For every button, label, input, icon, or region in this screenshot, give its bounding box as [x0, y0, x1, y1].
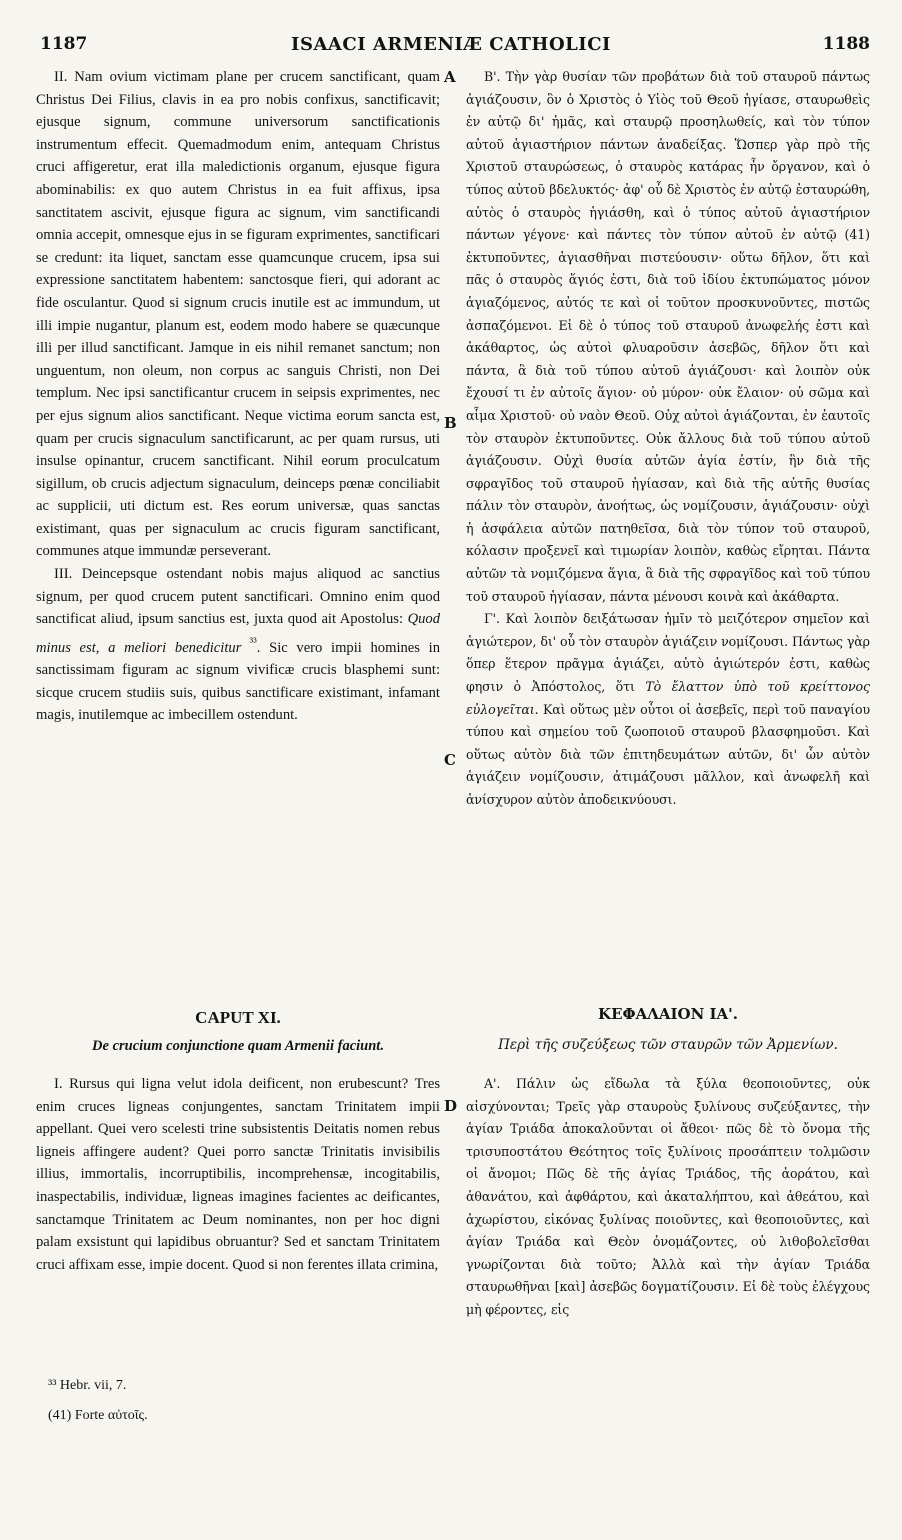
latin-paragraph-2: II. Nam ovium victimam plane per crucem sanctificant, quam Christus Dei Filius, clavis in ea pro nobis confixus, sanctificavit; ejusque signum, commune universorum sanctificationis instrumentum effecit. Quemadmodum enim, antequam Christus cruci affigeretur, erat illa maledictionis organum, ejusque figura abominabilis: ex quo autem Christus in ea fuit affixus, ipsa sanctitatem ascivit, ejusque figura ac signum, vim sanctificandi omnia accepit, omnesque ejus in se figuram exprimentes, sanctificari se credunt: ita liquet, sanctam esse quamcunque crucem, ipsa sui expressione sanctitatem habentem: sanctosque fieri, qui adorant ac fide osculantur. Quod si signum crucis inutile est ac immundum, ut illi impie nugantur, planum est, eodem modo habere se quæcunque illi per illud sanctificant. Jamque in eis nihil remanet sanctum; non unguentum, non oleum, non corpus ac sanguis Christi, non Dei templum. Nec ipsi sanctificantur crucem in seipsis exprimentes, nec per ejus signum alios sanctificant. Neque victima eorum sancta est, quam per crucis signaculum sanctificarunt, ac per quam rursus, uti insulse opinantur, crucem sanctificant. Nihil eorum proculcatum sigillum, ob crucis adjectum signaculum, deinceps pœnæ conciliabit ac supplicii, uti dictum est. Res eorum universæ, quas sanctas existimant, quas per signaculum ac crucis figuram sanctificant, communes atque immundæ perseverant. [36, 69, 440, 560]
greek-quote: Τὸ ἔλαττον ὑπὸ τοῦ κρείττονος εὐλογεῖται [466, 679, 870, 717]
footnote-ref: ³³ [241, 634, 257, 649]
greek-column [466, 66, 870, 812]
page-number-right: 1188 [822, 34, 870, 54]
kefalaion-heading: ΚΕΦΑΛΑΙΟΝ ΙΑ'. [598, 1005, 738, 1023]
margin-letter-c: C [444, 751, 456, 769]
kefalaion-subtitle: Περὶ τῆς συζεύξεως τῶν σταυρῶν τῶν Ἀρμενίων. [498, 1037, 838, 1053]
latin-column [36, 66, 440, 727]
margin-letter-d: D [444, 1097, 458, 1115]
greek-paragraph-2: Β'. Τὴν γὰρ θυσίαν τῶν προβάτων διὰ τοῦ σταυροῦ πάντως ἁγιάζουσιν, ὃν ὁ Χριστὸς ὁ Υἱὸς τοῦ Θεοῦ ἡγίασε, σταυρωθεὶς ἐν αὐτῷ δι' ἡμᾶς, καὶ σταυρῷ προσηλωθείς, καὶ τὸν τύπον αὐτοῦ ἁγιαστήριον πάντων ἀναδείξας. Ὥσπερ γὰρ πρὸ τῆς Χριστοῦ σταυρώσεως, ὁ σταυρὸς κατάρας ἦν ὄργανον, καὶ ὁ τύπος αὐτοῦ βδελυκτός· ἀφ' οὗ δὲ Χριστὸς ἐν αὐτῷ ἐσταυρώθη, αὐτὸς ὁ σταυρὸς ἡγιάσθη, καὶ ὁ τύπος αὐτοῦ ἁγιαστήριον πάντων γέγονε· καὶ πάντες τὸν τύπον αὐτοῦ ἐν αὐτῷ (41) ἐκτυποῦντες, ἁγιασθῆναι πιστεύουσιν· οὕτω δῆλον, ὅτι καὶ πᾶς ὁ σταυρὸς ἅγιός ἐστι, διὰ τοῦ ἰδίου ἐκτυπώματος μόνον ἁγιαζόμενος, αὐτός τε καὶ οἱ τοῦτον προσκυνοῦντες, πιστῶς ἀσπαζόμενοι. Εἰ δὲ ὁ τύπος τοῦ σταυροῦ ἀνωφελής ἐστι καὶ ἀκάθαρτος, ὡς αὐτοὶ φλυαροῦσιν ἀσεβῶς, δῆλον ὅτι καὶ πάντα, ἃ διὰ τοῦ τύπου αὐτοῦ ἁγιάζουσι· καὶ λοιπὸν οὐκ ἔχουσί τι ἐν αὐτοῖς ἅγιον· οὐ μύρον· οὐκ ἔλαιον· οὐ σῶμα καὶ αἷμα Χριστοῦ· οὐ ναὸν Θεοῦ. Οὐχ αὐτοὶ ἁγιάζονται, ἐν ἑαυτοῖς τὸν σταυρὸν ἐκτυποῦντες. Οὐκ ἄλλους διὰ τοῦ τύπου αὐτοῦ ἁγιάζουσιν. Οὐχὶ θυσία αὐτῶν ἁγία ἐστίν, ἣν διὰ τῆς σφραγῖδος τοῦ σταυροῦ ἡγίασαν, καὶ διὰ τῆς αὐτῆς θυσίας πάλιν τὸν σταυρὸν, ἀνοήτως, ὡς νομίζουσιν, ἁγιάζουσιν· οὐχὶ ἡ ἀσφάλεια αὐτῶν πατηθεῖσα, διὰ τὸν τύπον τοῦ σταυροῦ, κόλασιν προξενεῖ καὶ τιμωρίαν λοιπὸν, καθὼς εἴρηται. Πάντα αὐτῶν τὰ νομιζόμενα ἅγια, ἃ διὰ τῆς σφραγῖδος καὶ τοῦ τύπου τοῦ σταυροῦ ἡγίασαν, πάντα μένουσι κοινὰ καὶ ἀκάθαρτα. [466, 69, 870, 604]
running-title: ISAACI ARMENIÆ CATHOLICI [291, 34, 611, 55]
margin-letter-a: A [444, 68, 456, 86]
running-header [0, 30, 902, 66]
footnote-2: (41) Forte αὐτοῖς. [48, 1408, 148, 1423]
margin-letter-b: B [444, 414, 457, 432]
footnote-1: ³³ Hebr. vii, 7. [48, 1378, 127, 1393]
latin-chapter-text [36, 1073, 440, 1276]
greek-paragraph-3: Γ'. Καὶ λοιπὸν δειξάτωσαν ἡμῖν τὸ μειζότερον σημεῖον καὶ ἁγιώτερον, δι' οὗ τὸν σταυρὸν ἁγιάζειν νομίζουσι. Πάντως γὰρ ὅπερ ἕτερον πρᾶγμα ἁγιάζει, αὐτὸ ἁγιώτερόν ἐστι, καθὼς φησιν ὁ Ἀπόστολος, ὅτι Τὸ ἔλαττον ὑπὸ τοῦ κρείττονος εὐλογεῖται. Καὶ οὕτως μὲν οὗτοι οἱ ἀσεβεῖς, περὶ τοῦ παναγίου τύπου καὶ σημείου τοῦ ζωοποιοῦ σταυροῦ βλασφημοῦσι. Καὶ οὕτως αὐτὸν διὰ τῶν ἐπιτηδευμάτων αὐτῶν, δι' ὧν αὐτὸν ἁγιάζειν νομίζουσιν, ἀτιμάζουσι μᾶλλον, καὶ ἀνωφελῆ καὶ ἀνίσχυρον αὐτὸν ἀποδεικνύουσι. [466, 611, 870, 807]
caput-subtitle: De crucium conjunctione quam Armenii faciunt. [92, 1038, 384, 1054]
greek-paragraph-1: Α'. Πάλιν ὡς εἴδωλα τὰ ξύλα θεοποιοῦντες, οὐκ αἰσχύνονται; Τρεῖς γὰρ σταυροὺς ξυλίνους συζεύξαντες, τὴν ἁγίαν Τριάδα ἀποκαλοῦνται οἱ ἄθεοι· πῶς δὲ τὸ ὄνομα τῆς τρισυποστάτου Θεότητος τοῖς ξυλίνοις προσάπτειν τολμῶσιν οἱ ἄνομοι; Πῶς δὲ τῆς ἁγίας Τριάδος, τῆς ἀοράτου, καὶ ἀθανάτου, καὶ ἀφθάρτου, καὶ ἀκαταλήπτου, καὶ ἀθεάτου, καὶ ἀχωρίστου, εἰκόνας ξυλίνας ποιοῦντες, καὶ θεοποιοῦντες, καὶ ἁγίαν Τριάδα καὶ Θεὸν ὀνομάζοντες, οὐ λιθοβολεῖσθαι γνωρίζονται διὰ τοῦτο; Ἀλλὰ καὶ τὴν ἁγίαν Τριάδα σταυρωθῆναι [καὶ] ἀσεβῶς δογματίζουσιν. Εἰ δὲ τοὺς ἐλέγχους μὴ φέροντες, εἰς [466, 1076, 870, 1317]
greek-chapter-text [466, 1073, 870, 1322]
latin-quote: Quod minus est, a meliori benedicitur [36, 611, 440, 656]
latin-paragraph-1: I. Rursus qui ligna velut idola deificent, non erubescunt? Tres enim cruces ligneas conjungentes, sanctam Trinitatem impii appellant. Quei vero scelesti trine subsistentis Deitatis nomen rebus ligneis affingere audent? Quei porro sanctæ Trinitatis invisibilis illius, immortalis, incorruptibilis, incomprehensæ, incogitabilis, inaspectabilis, individuæ, ligneas imagines facientes ac deificantes, sanctamque Trinitatem ac Deum nominantes, non per hoc digni palam exsistunt qui lapidibus obruantur? Sed et sanctam Trinitatem cruci affixam esse, impie docent. Quod si non ferentes illata crimina, [36, 1076, 440, 1273]
page-number-left: 1187 [40, 34, 88, 54]
margin-letters [440, 66, 466, 1366]
caput-heading: CAPUT XI. [195, 1008, 281, 1027]
latin-paragraph-3: III. Deincepsque ostendant nobis majus aliquod ac sanctius signum, per quod crucem putent sanctificari. Omnino enim quod sanctificat aliud, ipsum sanctius est, juxta quod ait Apostolus: Quod minus est, a meliori benedicitur $^{^{33}}$. Sic vero impii homines in sanctissimam figuram ac signum vivificæ crucis blasphemi sunt: sicque crucem studiis suis, quibus sanctificare existimant, infamant magis, inutilemque ac imbecillem ostendunt. [36, 566, 441, 724]
